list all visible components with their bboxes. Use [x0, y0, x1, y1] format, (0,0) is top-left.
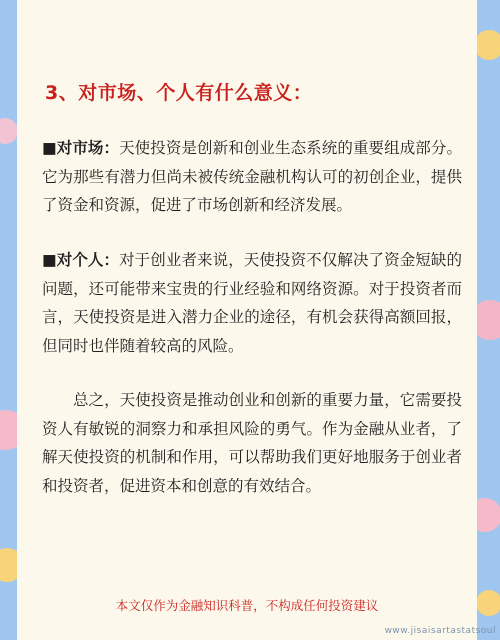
- market-lead: ■对市场：: [42, 139, 120, 157]
- watermark-bottom: www.jisaisartastatsoul: [384, 626, 496, 636]
- market-text: 天使投资是创新和创业生态系统的重要组成部分。它为那些有潜力但尚未被传统金融机构认可的初创企业，提供了资金和资源，促进了市场创新和经济发展。: [42, 139, 462, 214]
- content-card: [17, 0, 477, 640]
- personal-text: 对于创业者来说，天使投资不仅解决了资金短缺的问题，还可能带来宝贵的行业经验和网络资源。对于投资者而言，天使投资是进入潜力企业的途径，有机会获得高额回报，但同时也伴随着较高的风险。: [42, 251, 462, 355]
- disclaimer-footer: 本文仅作为金融知识科普，不构成任何投资建议: [115, 598, 379, 613]
- summary-paragraph: 总之，天使投资是推动创业和创新的重要力量，它需要投资人有敏锐的洞察力和承担风险的勇气。作为金融从业者，了解天使投资的机制和作用，可以帮助我们更好地服务于创业者和投资者，促进资本和创意的有效结合。: [42, 391, 462, 495]
- market-paragraph: [42, 134, 462, 220]
- decor-dot: [476, 590, 500, 616]
- personal-paragraph: [42, 246, 462, 360]
- decor-dot: [0, 118, 18, 144]
- personal-lead: ■对个人：: [42, 251, 120, 269]
- section-heading: 3、对市场、个人有什么意义：: [45, 82, 313, 104]
- decor-dot: [474, 30, 500, 60]
